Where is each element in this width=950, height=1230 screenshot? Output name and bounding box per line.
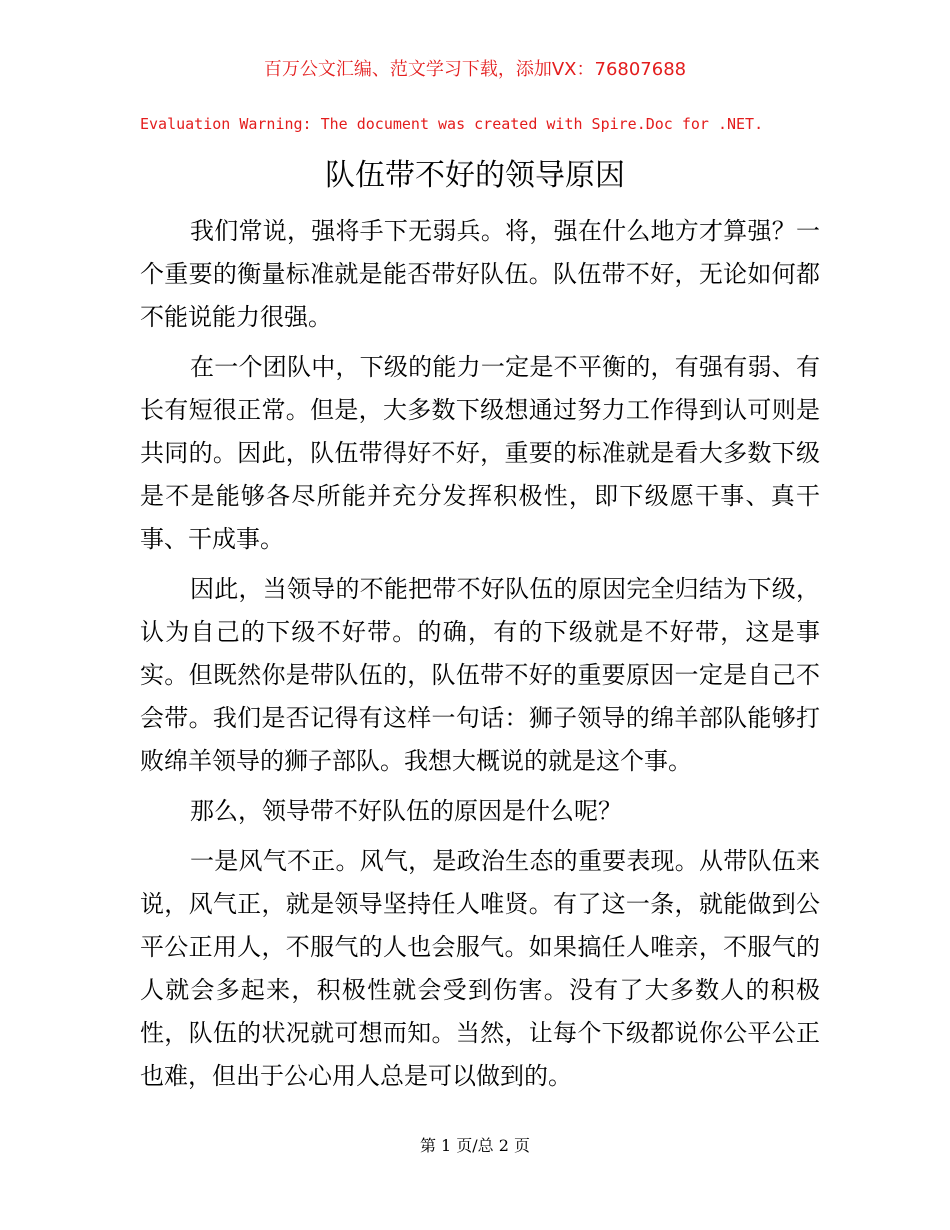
evaluation-warning: Evaluation Warning: The document was created with Spire.Doc for .NET.: [140, 115, 764, 133]
document-title: 队伍带不好的领导原因: [325, 158, 625, 193]
header-banner: 百万公文汇编、范文学习下载，添加VX：76807688: [263, 59, 687, 80]
paragraph-1: 我们常说，强将手下无弱兵。将，强在什么地方才算强？一个重要的衡量标准就是能否带好队伍。队伍带不好，无论如何都不能说能力很强。: [140, 217, 820, 331]
paragraph-5: 一是风气不正。风气，是政治生态的重要表现。从带队伍来说，风气正，就是领导坚持任人唯贤。有了这一条，就能做到公平公正用人，不服气的人也会服气。如果搞任人唯亲，不服气的人就会多起来，积极性就会受到伤害。没有了大多数人的积极性，队伍的状况就可想而知。当然，让每个下级都说你公平公正也难，但出于公心用人总是可以做到的。: [140, 847, 820, 1090]
page-number: 第 1 页/总 2 页: [419, 1136, 531, 1155]
paragraph-2: 在一个团队中，下级的能力一定是不平衡的，有强有弱、有长有短很正常。但是，大多数下级想通过努力工作得到认可则是共同的。因此，队伍带得好不好，重要的标准就是看大多数下级是不是能够各尽所能并充分发挥积极性，即下级愿干事、真干事、干成事。: [140, 353, 820, 553]
paragraph-4: 那么，领导带不好队伍的原因是什么呢？: [190, 797, 622, 825]
paragraph-3: 因此，当领导的不能把带不好队伍的原因完全归结为下级，认为自己的下级不好带。的确，有的下级就是不好带，这是事实。但既然你是带队伍的，队伍带不好的重要原因一定是自己不会带。我们是否记得有这样一句话：狮子领导的绵羊部队能够打败绵羊领导的狮子部队。我想大概说的就是这个事。: [140, 575, 820, 775]
document-body: [140, 210, 820, 1105]
